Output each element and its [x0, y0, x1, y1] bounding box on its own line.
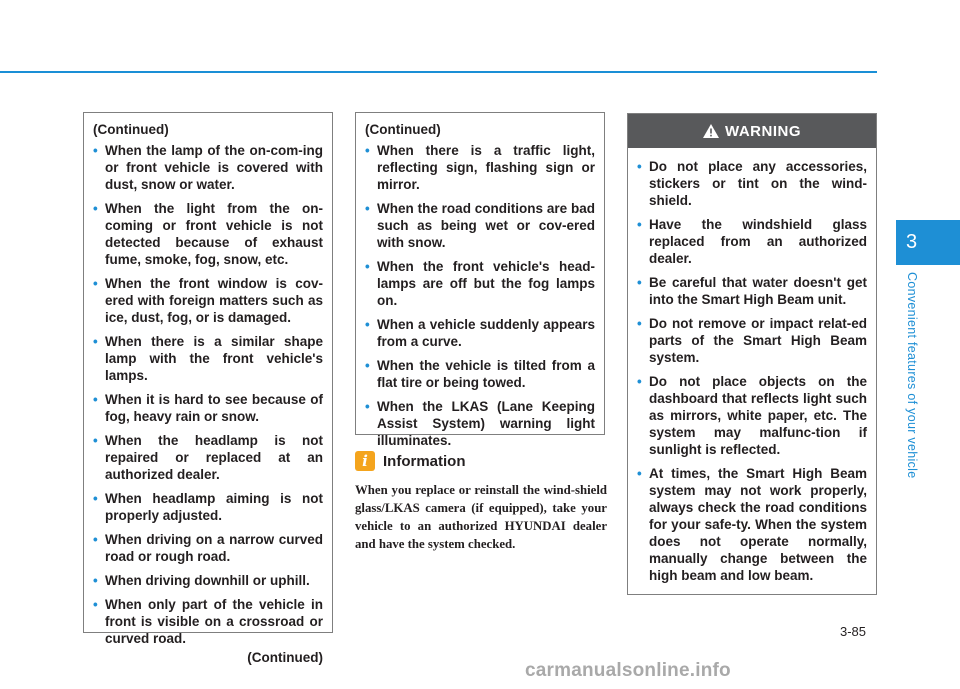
bullet-icon: •	[93, 143, 98, 158]
bullet-icon: •	[637, 275, 642, 290]
watermark: carmanualsonline.info	[525, 660, 731, 681]
bullet-icon: •	[637, 316, 642, 331]
bullet-icon: •	[93, 392, 98, 407]
bullet-icon: •	[365, 399, 370, 414]
warning-list	[637, 158, 867, 584]
list-item: • When there is a similar shape lamp with the front vehicle's lamps.	[93, 334, 323, 383]
page-number: 3-85	[840, 624, 867, 639]
list-item: • When a vehicle suddenly appears from a curve.	[365, 317, 595, 349]
list-item: • When the road conditions are bad such as being wet or cov-ered with snow.	[365, 201, 595, 250]
list-item: • When the light from the on-coming or front vehicle is not detected because of exhaust fume, smoke, fog, snow, etc.	[93, 201, 323, 267]
bullet-icon: •	[93, 201, 98, 216]
bullet-icon: •	[93, 532, 98, 547]
warning-title: WARNING	[725, 122, 801, 140]
list-item: • When the LKAS (Lane Keeping Assist System) warning light illuminates.	[365, 399, 595, 448]
list-item: • When driving downhill or uphill.	[93, 573, 310, 588]
conditions-list-1	[93, 142, 323, 647]
list-item: • Be careful that water doesn't get into the Smart High Beam unit.	[637, 275, 867, 307]
conditions-box-1	[83, 112, 333, 665]
list-item: • When the vehicle is tilted from a flat tire or being towed.	[365, 358, 595, 390]
warning-box	[627, 113, 877, 595]
conditions-list-2	[365, 142, 595, 449]
list-item: • When the front window is cov-ered with foreign matters such as ice, dust, fog, or is damaged.	[93, 276, 323, 325]
bullet-icon: •	[93, 597, 98, 612]
information-title: Information	[383, 452, 466, 470]
list-item: • When driving on a narrow curved road or rough road.	[93, 532, 323, 564]
bullet-icon: •	[365, 143, 370, 158]
list-item: • When there is a traffic light, reflecting sign, flashing sign or mirror.	[365, 143, 595, 192]
information-header	[355, 451, 607, 471]
chapter-tab	[896, 220, 960, 265]
continued-label-end: (Continued)	[247, 650, 323, 665]
warning-triangle-icon	[703, 124, 719, 138]
bullet-icon: •	[637, 374, 642, 389]
list-item: • When the front vehicle's head-lamps are off but the fog lamps on.	[365, 259, 595, 308]
warning-body	[628, 148, 876, 584]
list-item: • Have the windshield glass replaced from an authorized dealer.	[637, 217, 867, 266]
chapter-title: Convenient features of your vehicle	[905, 272, 919, 479]
bullet-icon: •	[637, 466, 642, 481]
information-note	[355, 451, 607, 553]
list-item: • At times, the Smart High Beam system may not work properly, always check the road conditions for your safe-ty. When the system does not operate normally, manually change between the high beam and low beam.	[637, 466, 867, 583]
bullet-icon: •	[365, 259, 370, 274]
warning-header	[628, 114, 876, 148]
bullet-icon: •	[93, 491, 98, 506]
bullet-icon: •	[637, 217, 642, 232]
list-item: • Do not place objects on the dashboard that reflects light such as mirrors, white paper, etc. The system may malfunc-tion if sunlight is reflected.	[637, 374, 867, 457]
list-item: • When the headlamp is not repaired or replaced at an authorized dealer.	[93, 433, 323, 482]
continued-label: (Continued)	[93, 122, 169, 137]
bullet-icon: •	[365, 317, 370, 332]
list-item: • When it is hard to see because of fog, heavy rain or snow.	[93, 392, 323, 424]
conditions-box-2	[355, 112, 605, 448]
list-item: • When headlamp aiming is not properly adjusted.	[93, 491, 323, 523]
list-item: • When only part of the vehicle in front is visible on a crossroad or curved road.	[93, 597, 323, 646]
bullet-icon: •	[365, 358, 370, 373]
bullet-icon: •	[93, 433, 98, 448]
bullet-icon: •	[93, 276, 98, 291]
chapter-number: 3	[906, 231, 918, 253]
bullet-icon: •	[93, 334, 98, 349]
continued-label: (Continued)	[365, 122, 441, 137]
header-rule	[0, 71, 877, 73]
list-item: • Do not remove or impact relat-ed parts of the Smart High Beam system.	[637, 316, 867, 365]
list-item: • Do not place any accessories, stickers or tint on the wind-shield.	[637, 159, 867, 208]
list-item: • When the lamp of the on-com-ing or front vehicle is covered with dust, snow or water.	[93, 143, 323, 192]
bullet-icon: •	[365, 201, 370, 216]
bullet-icon: •	[93, 573, 98, 588]
information-text: When you replace or reinstall the wind-shield glass/LKAS camera (if equipped), take your vehicle to an authorized HYUNDAI dealer and have the system checked.	[355, 483, 607, 551]
bullet-icon: •	[637, 159, 642, 174]
info-icon: i	[355, 451, 375, 471]
